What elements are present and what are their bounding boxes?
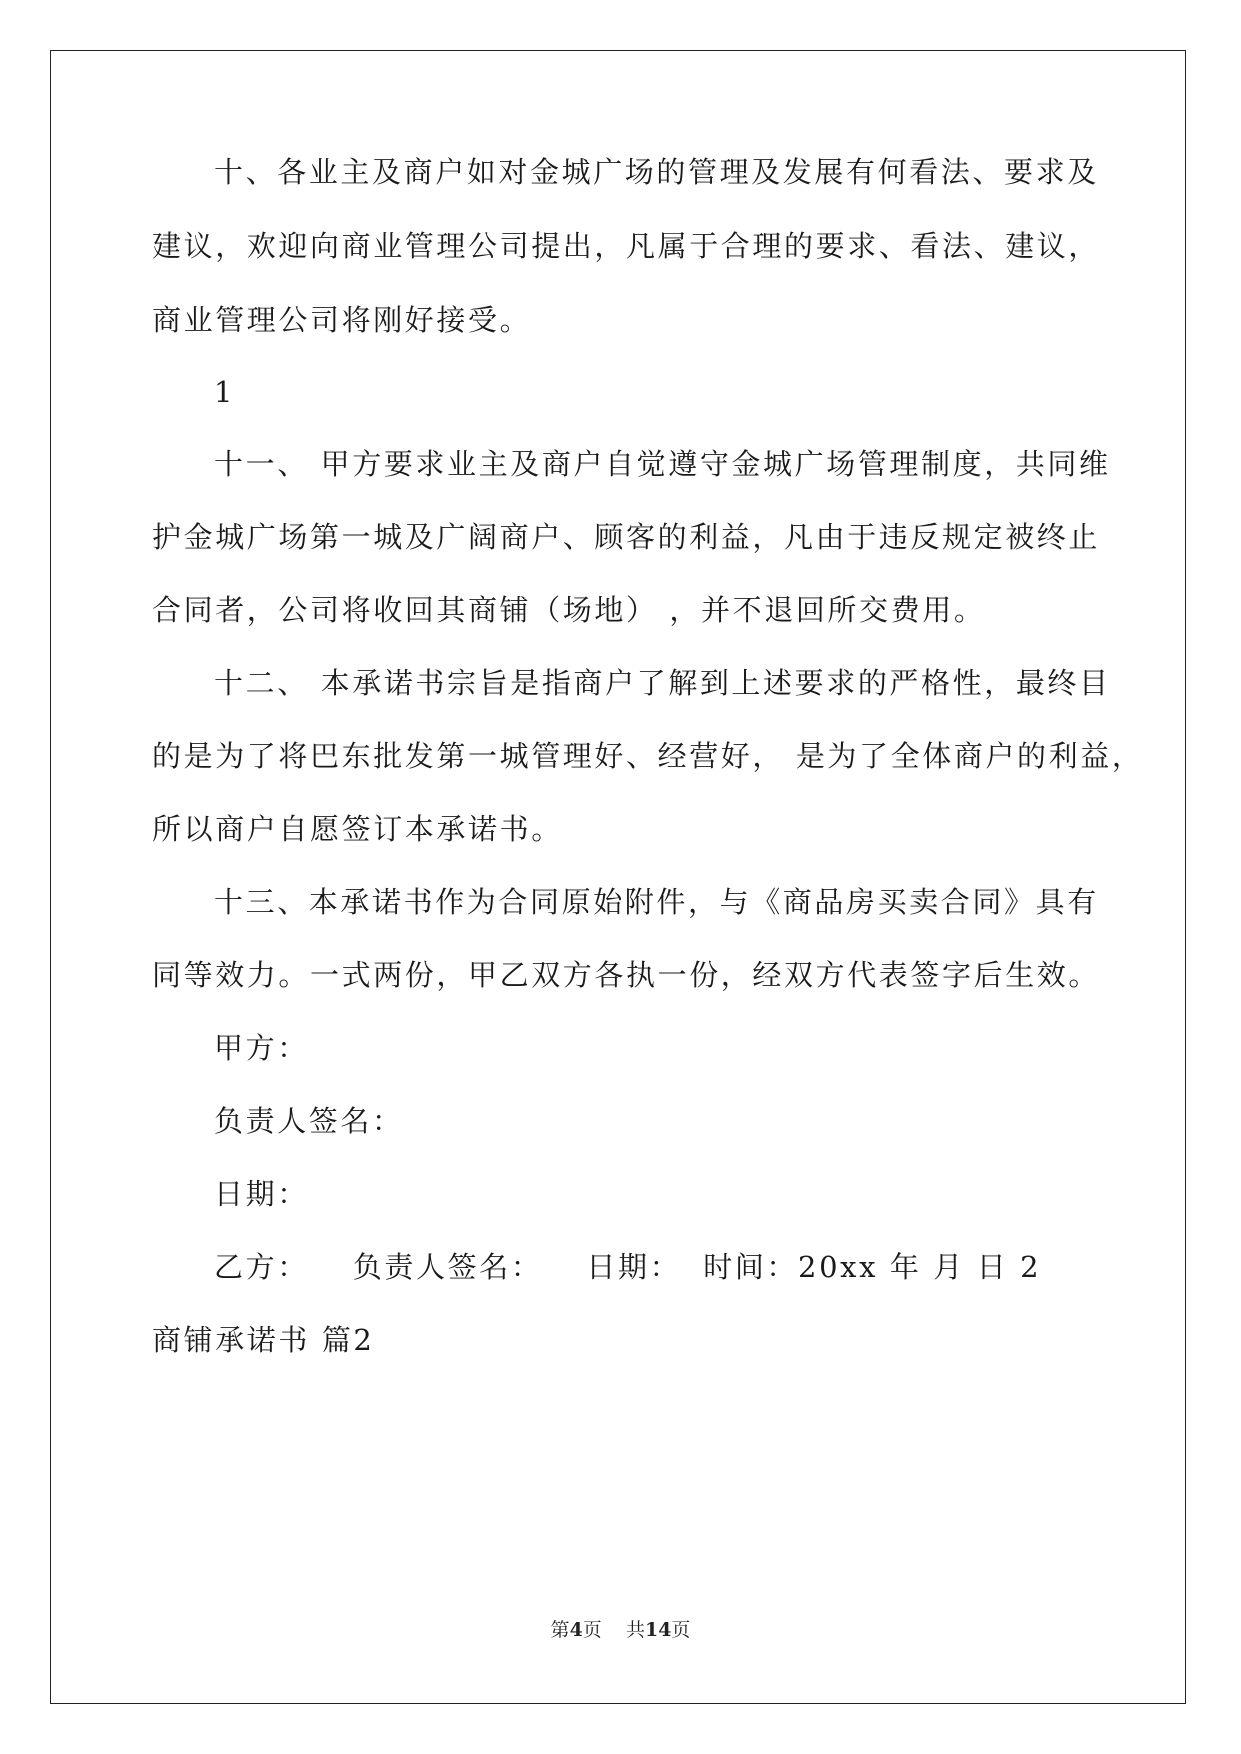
page-border (50, 50, 1186, 1704)
footer-page-number: 4 (569, 1619, 583, 1641)
party-a-signer-label: 负责人签名： (214, 1104, 404, 1138)
footer-page-total: 14 (644, 1619, 672, 1641)
party-b-date-label: 日期： (586, 1250, 682, 1284)
paragraph-11-line-1: 十一、 甲方要求业主及商户自觉遵守金城广场管理制度，共同维 (214, 447, 1111, 481)
paragraph-12-line-3: 所以商户自愿签订本承诺书。 (152, 812, 563, 846)
footer-page-suffix: 页 (671, 1619, 691, 1641)
paragraph-11-line-3: 合同者，公司将收回其商铺（场地） ，并不退回所交费用。 (152, 593, 986, 627)
paragraph-11-line-2: 护金城广场第一城及广阔商户、顾客的利益，凡由于违反规定被终止 (152, 520, 1101, 554)
paragraph-10-line-2: 建议，欢迎向商业管理公司提出，凡属于合理的要求、看法、建议， (152, 229, 1101, 263)
page-footer (0, 1618, 1241, 1642)
paragraph-13-line-2: 同等效力。一式两份，甲乙双方各执一份，经双方代表签字后生效。 (152, 958, 1101, 992)
party-b-signer-label: 负责人签名： (352, 1250, 543, 1284)
paragraph-12-line-2: 的是为了将巴东批发第一城管理好、经营好， 是为了全体商户的利益， (152, 739, 1144, 773)
party-b-time-label: 时间：20xx 年 月 日 2 (703, 1250, 1042, 1284)
footer-page-mid: 页 共 (582, 1619, 645, 1641)
paragraph-10-line-1: 十、各业主及商户如对金城广场的管理及发展有何看法、要求及 (214, 155, 1099, 189)
paragraph-13-line-1: 十三、本承诺书作为合同原始附件，与《商品房买卖合同》具有 (214, 885, 1099, 919)
party-a-label: 甲方： (214, 1031, 309, 1065)
party-a-date-label: 日期： (214, 1177, 309, 1211)
paragraph-10-line-3: 商业管理公司将刚好接受。 (152, 303, 532, 337)
party-b-line (214, 1247, 1041, 1287)
party-b-label: 乙方： (214, 1250, 309, 1284)
paragraph-12-line-1: 十二、 本承诺书宗旨是指商户了解到上述要求的严格性，最终目 (214, 666, 1111, 700)
footer-page-prefix: 第 (550, 1619, 570, 1641)
page-marker-1: 1 (214, 375, 236, 409)
section-heading: 商铺承诺书 篇2 (152, 1323, 375, 1357)
